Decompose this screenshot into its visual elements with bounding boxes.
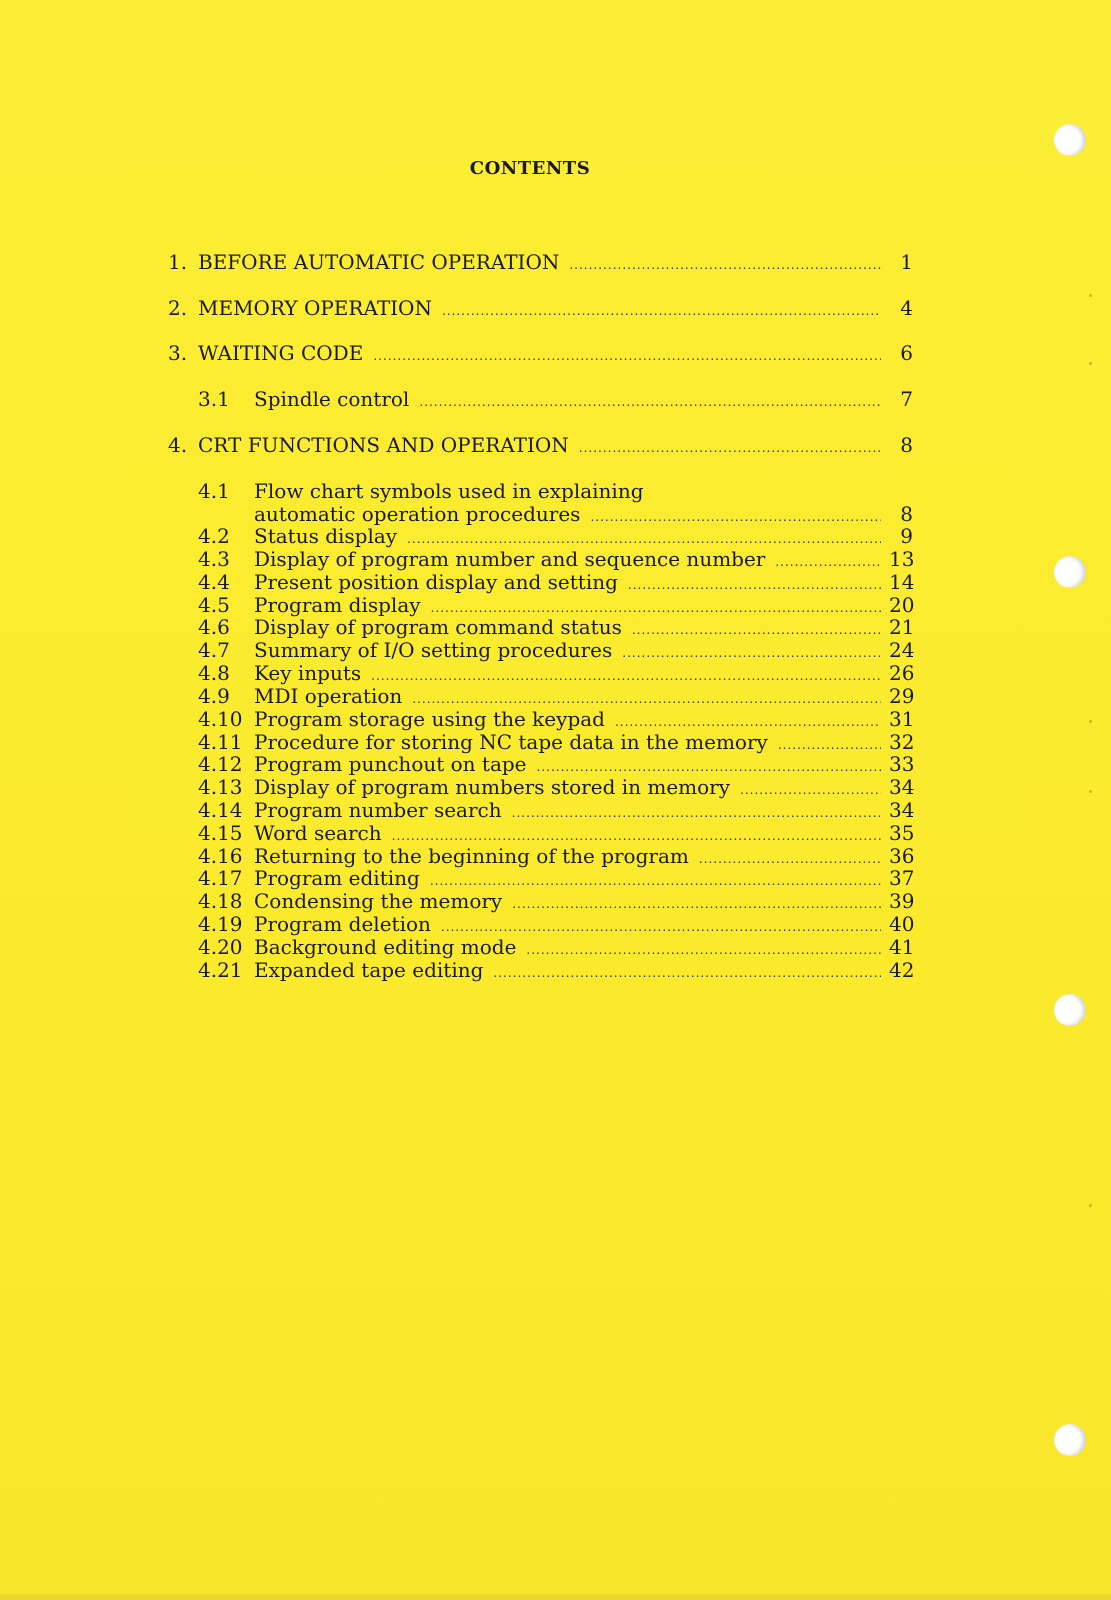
dot-leader	[392, 829, 881, 843]
toc-entry-page-number: 34	[889, 798, 915, 822]
toc-entry-number: 4.1	[198, 479, 230, 503]
toc-entry-title: Present position display and setting	[254, 570, 618, 594]
toc-entry-page-number: 34	[889, 775, 915, 799]
toc-entry-number: 4.6	[198, 615, 230, 639]
dot-leader	[699, 852, 881, 866]
toc-entry-number: 4.12	[198, 752, 243, 776]
toc-entry-number: 4.14	[198, 798, 243, 822]
toc-entry-number: 4.7	[198, 638, 230, 662]
toc-entry-title: Program storage using the keypad	[254, 707, 605, 731]
dot-leader	[431, 601, 881, 615]
dot-leader	[442, 304, 881, 318]
toc-entry-page-number: 36	[889, 844, 915, 868]
toc-entry-title: Word search	[254, 821, 382, 845]
toc-entry	[168, 296, 913, 320]
toc-entry-title: CRT FUNCTIONS AND OPERATION	[198, 433, 569, 457]
paper-speck	[1089, 362, 1092, 365]
dot-leader	[512, 897, 881, 911]
paper-speck	[1089, 720, 1092, 723]
dot-leader	[590, 510, 881, 524]
dot-leader	[412, 692, 881, 706]
toc-entry-page-number: 32	[889, 730, 915, 754]
toc-entry-page-number: 8	[900, 502, 913, 526]
paper-speck	[1089, 1204, 1092, 1207]
toc-entry-number: 4.16	[198, 844, 243, 868]
toc-entry	[198, 387, 913, 411]
toc-entry-title: Program punchout on tape	[254, 752, 527, 776]
toc-entry-title-continued: automatic operation procedures	[254, 502, 581, 526]
toc-entry-title: Display of program numbers stored in memory	[254, 775, 731, 799]
toc-entry-title: BEFORE AUTOMATIC OPERATION	[198, 250, 560, 274]
dot-leader	[430, 874, 881, 888]
toc-entry	[198, 638, 913, 662]
toc-entry-page-number: 39	[889, 889, 915, 913]
toc-entry	[198, 615, 913, 639]
toc-entry-page-number: 20	[889, 593, 915, 617]
toc-entry	[168, 433, 913, 457]
toc-entry	[198, 844, 913, 868]
dot-leader	[373, 349, 881, 363]
toc-entry-page-number: 31	[889, 707, 915, 731]
toc-entry-number: 4.2	[198, 524, 230, 548]
dot-leader	[775, 555, 881, 569]
toc-entry-number: 4.3	[198, 547, 230, 571]
page-title: CONTENTS	[469, 158, 591, 179]
toc-entry-number: 4.15	[198, 821, 243, 845]
dot-leader	[628, 578, 881, 592]
dot-leader	[615, 715, 881, 729]
toc-entry-title: Expanded tape editing	[254, 958, 484, 982]
toc-entry-title: Spindle control	[254, 387, 410, 411]
toc-entry-page-number: 21	[889, 615, 915, 639]
toc-entry-number: 3.	[168, 341, 188, 365]
toc-entry-number: 4.20	[198, 935, 243, 959]
toc-entry	[198, 912, 913, 936]
toc-entry-page-number: 40	[889, 912, 915, 936]
toc-entry	[198, 684, 913, 708]
punch-hole-icon	[1054, 124, 1086, 156]
toc-entry-title: Key inputs	[254, 661, 362, 685]
toc-entry-title: Program number search	[254, 798, 502, 822]
toc-entry-page-number: 7	[900, 387, 913, 411]
dot-leader	[622, 646, 881, 660]
toc-entry-page-number: 8	[900, 433, 913, 457]
toc-entry-page-number: 9	[900, 524, 913, 548]
toc-entry-page-number: 41	[889, 935, 915, 959]
dot-leader	[740, 783, 881, 797]
toc-entry	[168, 341, 913, 365]
punch-hole-icon	[1054, 556, 1086, 588]
toc-entry	[198, 935, 913, 959]
toc-entry	[198, 958, 913, 982]
toc-entry-title: MEMORY OPERATION	[198, 296, 432, 320]
toc-entry-number: 4.18	[198, 889, 243, 913]
toc-entry-number: 4.13	[198, 775, 243, 799]
toc-entry-title: Procedure for storing NC tape data in the memory	[254, 730, 768, 754]
dot-leader	[579, 441, 881, 455]
page-bottom-edge	[0, 1594, 1111, 1600]
dot-leader	[632, 623, 881, 637]
toc-entry-number: 4.8	[198, 661, 230, 685]
toc-entry-page-number: 29	[889, 684, 915, 708]
toc-entry-title: Program deletion	[254, 912, 431, 936]
dot-leader	[512, 806, 881, 820]
toc-entry-title: Display of program command status	[254, 615, 622, 639]
dot-leader	[441, 920, 881, 934]
toc-entry-number: 4.9	[198, 684, 230, 708]
toc-entry	[198, 775, 913, 799]
toc-entry-title: MDI operation	[254, 684, 403, 708]
toc-entry-page-number: 33	[889, 752, 915, 776]
dot-leader	[526, 943, 881, 957]
toc-entry-number: 4.4	[198, 570, 230, 594]
toc-entry-title: Condensing the memory	[254, 889, 503, 913]
toc-entry	[198, 524, 913, 548]
toc-entry	[254, 502, 913, 526]
toc-entry-number: 4.5	[198, 593, 230, 617]
toc-entry	[198, 570, 913, 594]
toc-entry-number: 4.11	[198, 730, 243, 754]
dot-leader	[419, 395, 881, 409]
toc-entry-number: 3.1	[198, 387, 230, 411]
toc-entry	[198, 752, 913, 776]
dot-leader	[407, 532, 881, 546]
punch-hole-icon	[1054, 1424, 1086, 1456]
dot-leader	[493, 966, 881, 980]
toc-entry-page-number: 42	[889, 958, 915, 982]
toc-entry-number: 4.10	[198, 707, 243, 731]
paper-speck	[1089, 294, 1092, 297]
toc-entry-title: WAITING CODE	[198, 341, 364, 365]
toc-entry	[198, 547, 913, 571]
dot-leader	[537, 760, 881, 774]
toc-entry-page-number: 6	[900, 341, 913, 365]
toc-entry	[198, 707, 913, 731]
dot-leader	[569, 258, 881, 272]
toc-entry	[198, 866, 913, 890]
toc-entry	[168, 250, 913, 274]
toc-entry-title: Program editing	[254, 866, 420, 890]
toc-entry-page-number: 35	[889, 821, 915, 845]
toc-entry	[198, 889, 913, 913]
toc-entry-title: Status display	[254, 524, 398, 548]
toc-entry-page-number: 14	[889, 570, 915, 594]
toc-entry-first-line	[198, 479, 644, 503]
toc-entry-number: 4.	[168, 433, 188, 457]
dot-leader	[778, 738, 881, 752]
toc-entry	[198, 593, 913, 617]
toc-entry-page-number: 4	[900, 296, 913, 320]
toc-entry-number: 1.	[168, 250, 188, 274]
toc-entry-number: 2.	[168, 296, 188, 320]
toc-entry-page-number: 1	[900, 250, 913, 274]
toc-entry-page-number: 26	[889, 661, 915, 685]
toc-entry	[198, 730, 913, 754]
toc-entry-title: Summary of I/O setting procedures	[254, 638, 613, 662]
toc-entry-title: Returning to the beginning of the program	[254, 844, 689, 868]
toc-entry	[198, 821, 913, 845]
toc-entry-title: Flow chart symbols used in explaining	[254, 479, 644, 503]
toc-entry-title: Program display	[254, 593, 421, 617]
dot-leader	[371, 669, 881, 683]
toc-entry-page-number: 24	[889, 638, 915, 662]
toc-entry-number: 4.17	[198, 866, 243, 890]
toc-entry-title: Background editing mode	[254, 935, 517, 959]
toc-entry	[198, 798, 913, 822]
toc-entry-number: 4.21	[198, 958, 243, 982]
toc-entry-title: Display of program number and sequence number	[254, 547, 766, 571]
toc-entry-page-number: 37	[889, 866, 915, 890]
toc-entry-number: 4.19	[198, 912, 243, 936]
paper-speck	[1089, 790, 1092, 793]
punch-hole-icon	[1054, 994, 1086, 1026]
toc-entry-page-number: 13	[889, 547, 915, 571]
toc-entry	[198, 661, 913, 685]
